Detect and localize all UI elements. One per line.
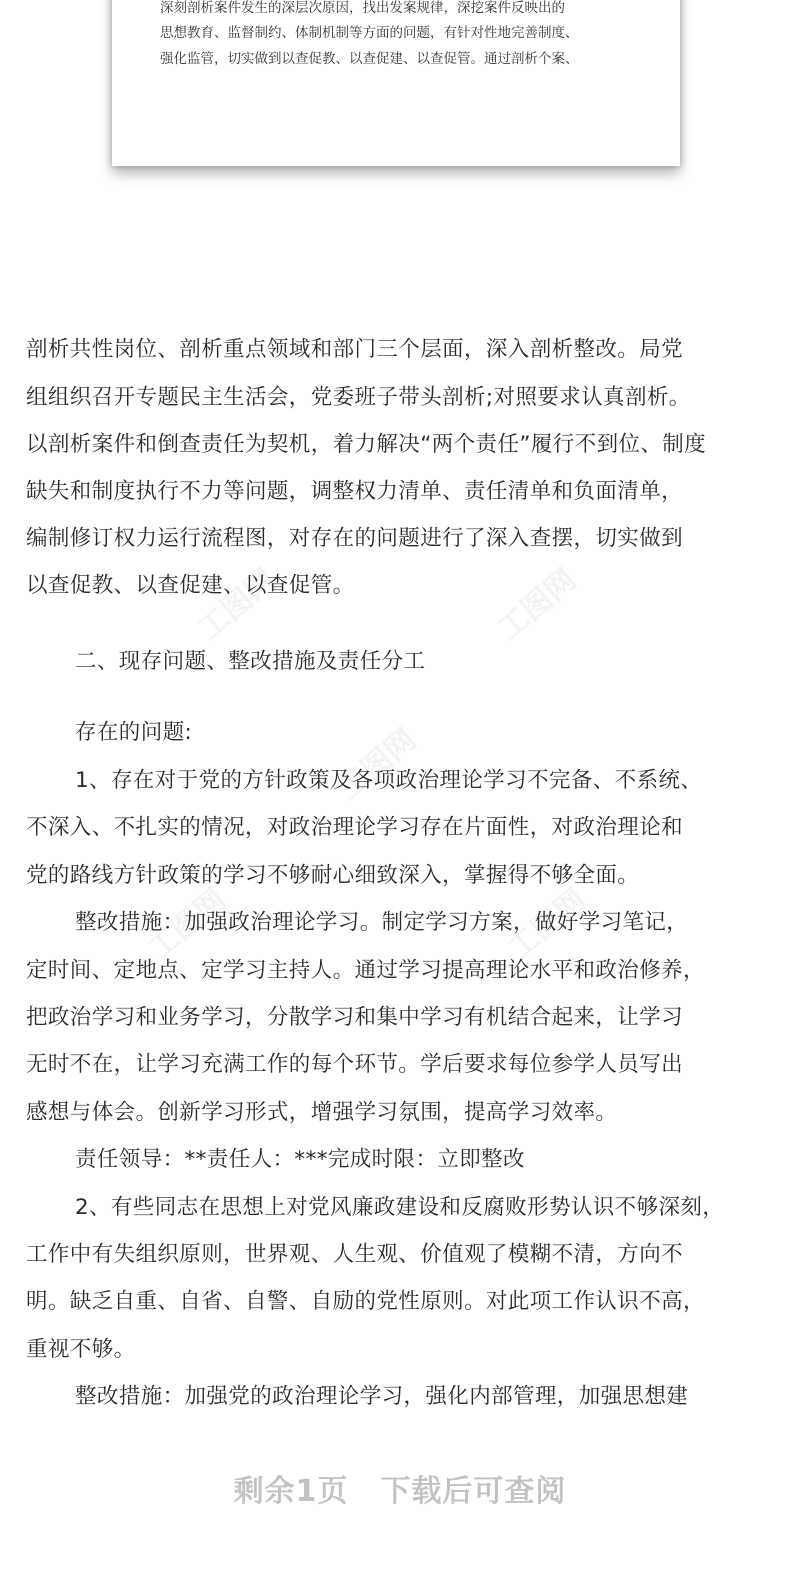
preview-line: 强化监管，切实做到以查促教、以查促建、以查促管。通过剖析个案、 — [160, 51, 579, 67]
paragraph-line: 整改措施：加强党的政治理论学习，强化内部管理，加强思想建 — [75, 1384, 689, 1409]
watermark-logo: 工图网 — [191, 562, 283, 648]
paragraph-line: 把政治学习和业务学习，分散学习和集中学习有机结合起来，让学习 — [26, 1005, 684, 1030]
paragraph-line: 定时间、定地点、定学习主持人。通过学习提高理论水平和政治修养， — [26, 958, 705, 983]
paragraph-line: 以查促教、以查促建、以查促管。 — [26, 573, 355, 598]
preview-line: 思想教育、监督制约、体制机制等方面的问题，有针对性地完善制度、 — [160, 25, 579, 41]
watermark-logo: 工图网 — [491, 562, 583, 648]
paragraph-line: 以剖析案件和倒查责任为契机，着力解决“两个责任”履行不到位、制度 — [26, 432, 707, 457]
paragraph-line: 重视不够。 — [26, 1337, 136, 1362]
paragraph-line: 缺失和制度执行不力等问题，调整权力清单、责任清单和负面清单， — [26, 479, 684, 504]
paragraph-line: 感想与体会。创新学习形式，增强学习氛围，提高学习效率。 — [26, 1100, 618, 1125]
subheading: 存在的问题: — [75, 720, 193, 745]
section-heading: 二、现存问题、整改措施及责任分工 — [75, 649, 426, 674]
watermark-logo: 工图网 — [501, 882, 593, 968]
paragraph-line: 工作中有失组织原则，世界观、人生观、价值观了模糊不清，方向不 — [26, 1242, 684, 1267]
remaining-pages-label: 剩余1页 — [233, 1474, 349, 1509]
paragraph-line: 明。缺乏自重、自省、自警、自励的党性原则。对此项工作认识不高， — [26, 1289, 705, 1314]
download-to-view-label[interactable]: 下载后可查阅 — [380, 1474, 567, 1509]
paragraph-line: 整改措施：加强政治理论学习。制定学习方案，做好学习笔记， — [75, 910, 689, 935]
download-prompt[interactable] — [0, 1466, 800, 1510]
paragraph-line: 组组织召开专题民主生活会，党委班子带头剖析;对照要求认真剖析。 — [26, 385, 691, 410]
document-preview-card — [112, 0, 680, 166]
responsibility-line: 责任领导：**责任人：***完成时限：立即整改 — [75, 1147, 525, 1172]
paragraph-line: 剖析共性岗位、剖析重点领域和部门三个层面，深入剖析整改。局党 — [26, 337, 684, 362]
paragraph-line: 2、有些同志在思想上对党风廉政建设和反腐败形势认识不够深刻， — [75, 1195, 725, 1220]
paragraph-line: 无时不在，让学习充满工作的每个环节。学后要求每位参学人员写出 — [26, 1052, 684, 1077]
paragraph-line: 党的路线方针政策的学习不够耐心细致深入，掌握得不够全面。 — [26, 863, 640, 888]
watermark-logo: 工图网 — [331, 722, 423, 808]
paragraph-line: 1、存在对于党的方针政策及各项政治理论学习不完备、不系统、 — [75, 768, 703, 793]
paragraph-line: 不深入、不扎实的情况，对政治理论学习存在片面性，对政治理论和 — [26, 815, 684, 840]
watermark-logo: 工图网 — [141, 882, 233, 968]
paragraph-line: 编制修订权力运行流程图，对存在的问题进行了深入查摆，切实做到 — [26, 526, 684, 551]
preview-line: 深刻剖析案件发生的深层次原因，找出发案规律，深挖案件反映出的 — [160, 0, 565, 16]
